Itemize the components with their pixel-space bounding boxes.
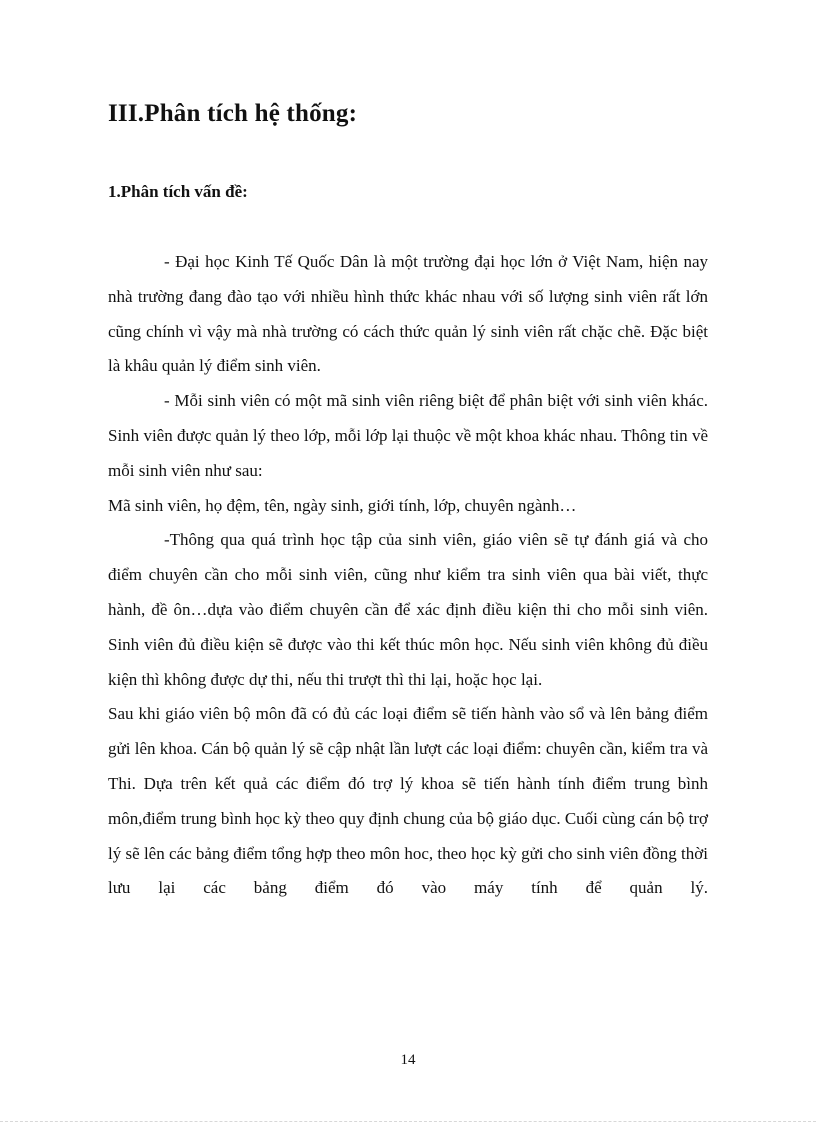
page-number: 14: [400, 1052, 416, 1068]
paragraph-university-intro: - Đại học Kinh Tế Quốc Dân là một trường đại học lớn ở Việt Nam, hiện nay nhà trường đang đào tạo với nhiều hình thức khác nhau với số lượng sinh viên rất lớn cũng chính vì vậy mà nhà trường có cách thức quản lý sinh viên rất chặc chẽ. Đặc biệt là khâu quản lý điểm sinh viên.: [108, 252, 708, 376]
paragraph-grade-processing: Sau khi giáo viên bộ môn đã có đủ các loại điểm sẽ tiến hành vào sổ và lên bảng điểm gửi lên khoa. Cán bộ quản lý sẽ cập nhật lần lượt các loại điểm: chuyên cần, kiểm tra và Thi. Dựa trên kết quả các điểm đó trợ lý khoa sẽ tiến hành tính điểm trung bình môn,điểm trung bình học kỳ theo quy định chung của bộ giáo dục. Cuối cùng cán bộ trợ lý sẽ lên các bảng điểm tổng hợp theo môn hoc, theo học kỳ gửi cho sinh viên đồng thời lưu lại các bảng điểm đó vào máy tính để quản lý.: [108, 704, 708, 898]
section-title: III.Phân tích hệ thống:: [108, 100, 358, 127]
paragraph-assessment: -Thông qua quá trình học tập của sinh viên, giáo viên sẽ tự đánh giá và cho điểm chuyên cần cho mỗi sinh viên, cũng như kiểm tra sinh viên qua bài viết, thực hành, đề ôn…dựa vào điểm chuyên cần để xác định điều kiện thi cho mỗi sinh viên. Sinh viên đủ điều kiện sẽ được vào thi kết thúc môn học. Nếu sinh viên không đủ điều kiện thì không được dự thi, nếu thi trượt thì thi lại, hoặc học lại.: [108, 530, 708, 689]
subsection-title: 1.Phân tích vấn đề:: [108, 182, 248, 201]
paragraph-student-id: - Mỗi sinh viên có một mã sinh viên riêng biệt để phân biệt với sinh viên khác. Sinh viên được quản lý theo lớp, mỗi lớp lại thuộc về một khoa khác nhau. Thông tin về mỗi sinh viên như sau:: [108, 391, 708, 480]
paragraph-student-fields: Mã sinh viên, họ đệm, tên, ngày sinh, giới tính, lớp, chuyên ngành…: [108, 495, 577, 515]
body-text: [108, 245, 708, 906]
page-bottom-divider: [0, 1121, 816, 1122]
